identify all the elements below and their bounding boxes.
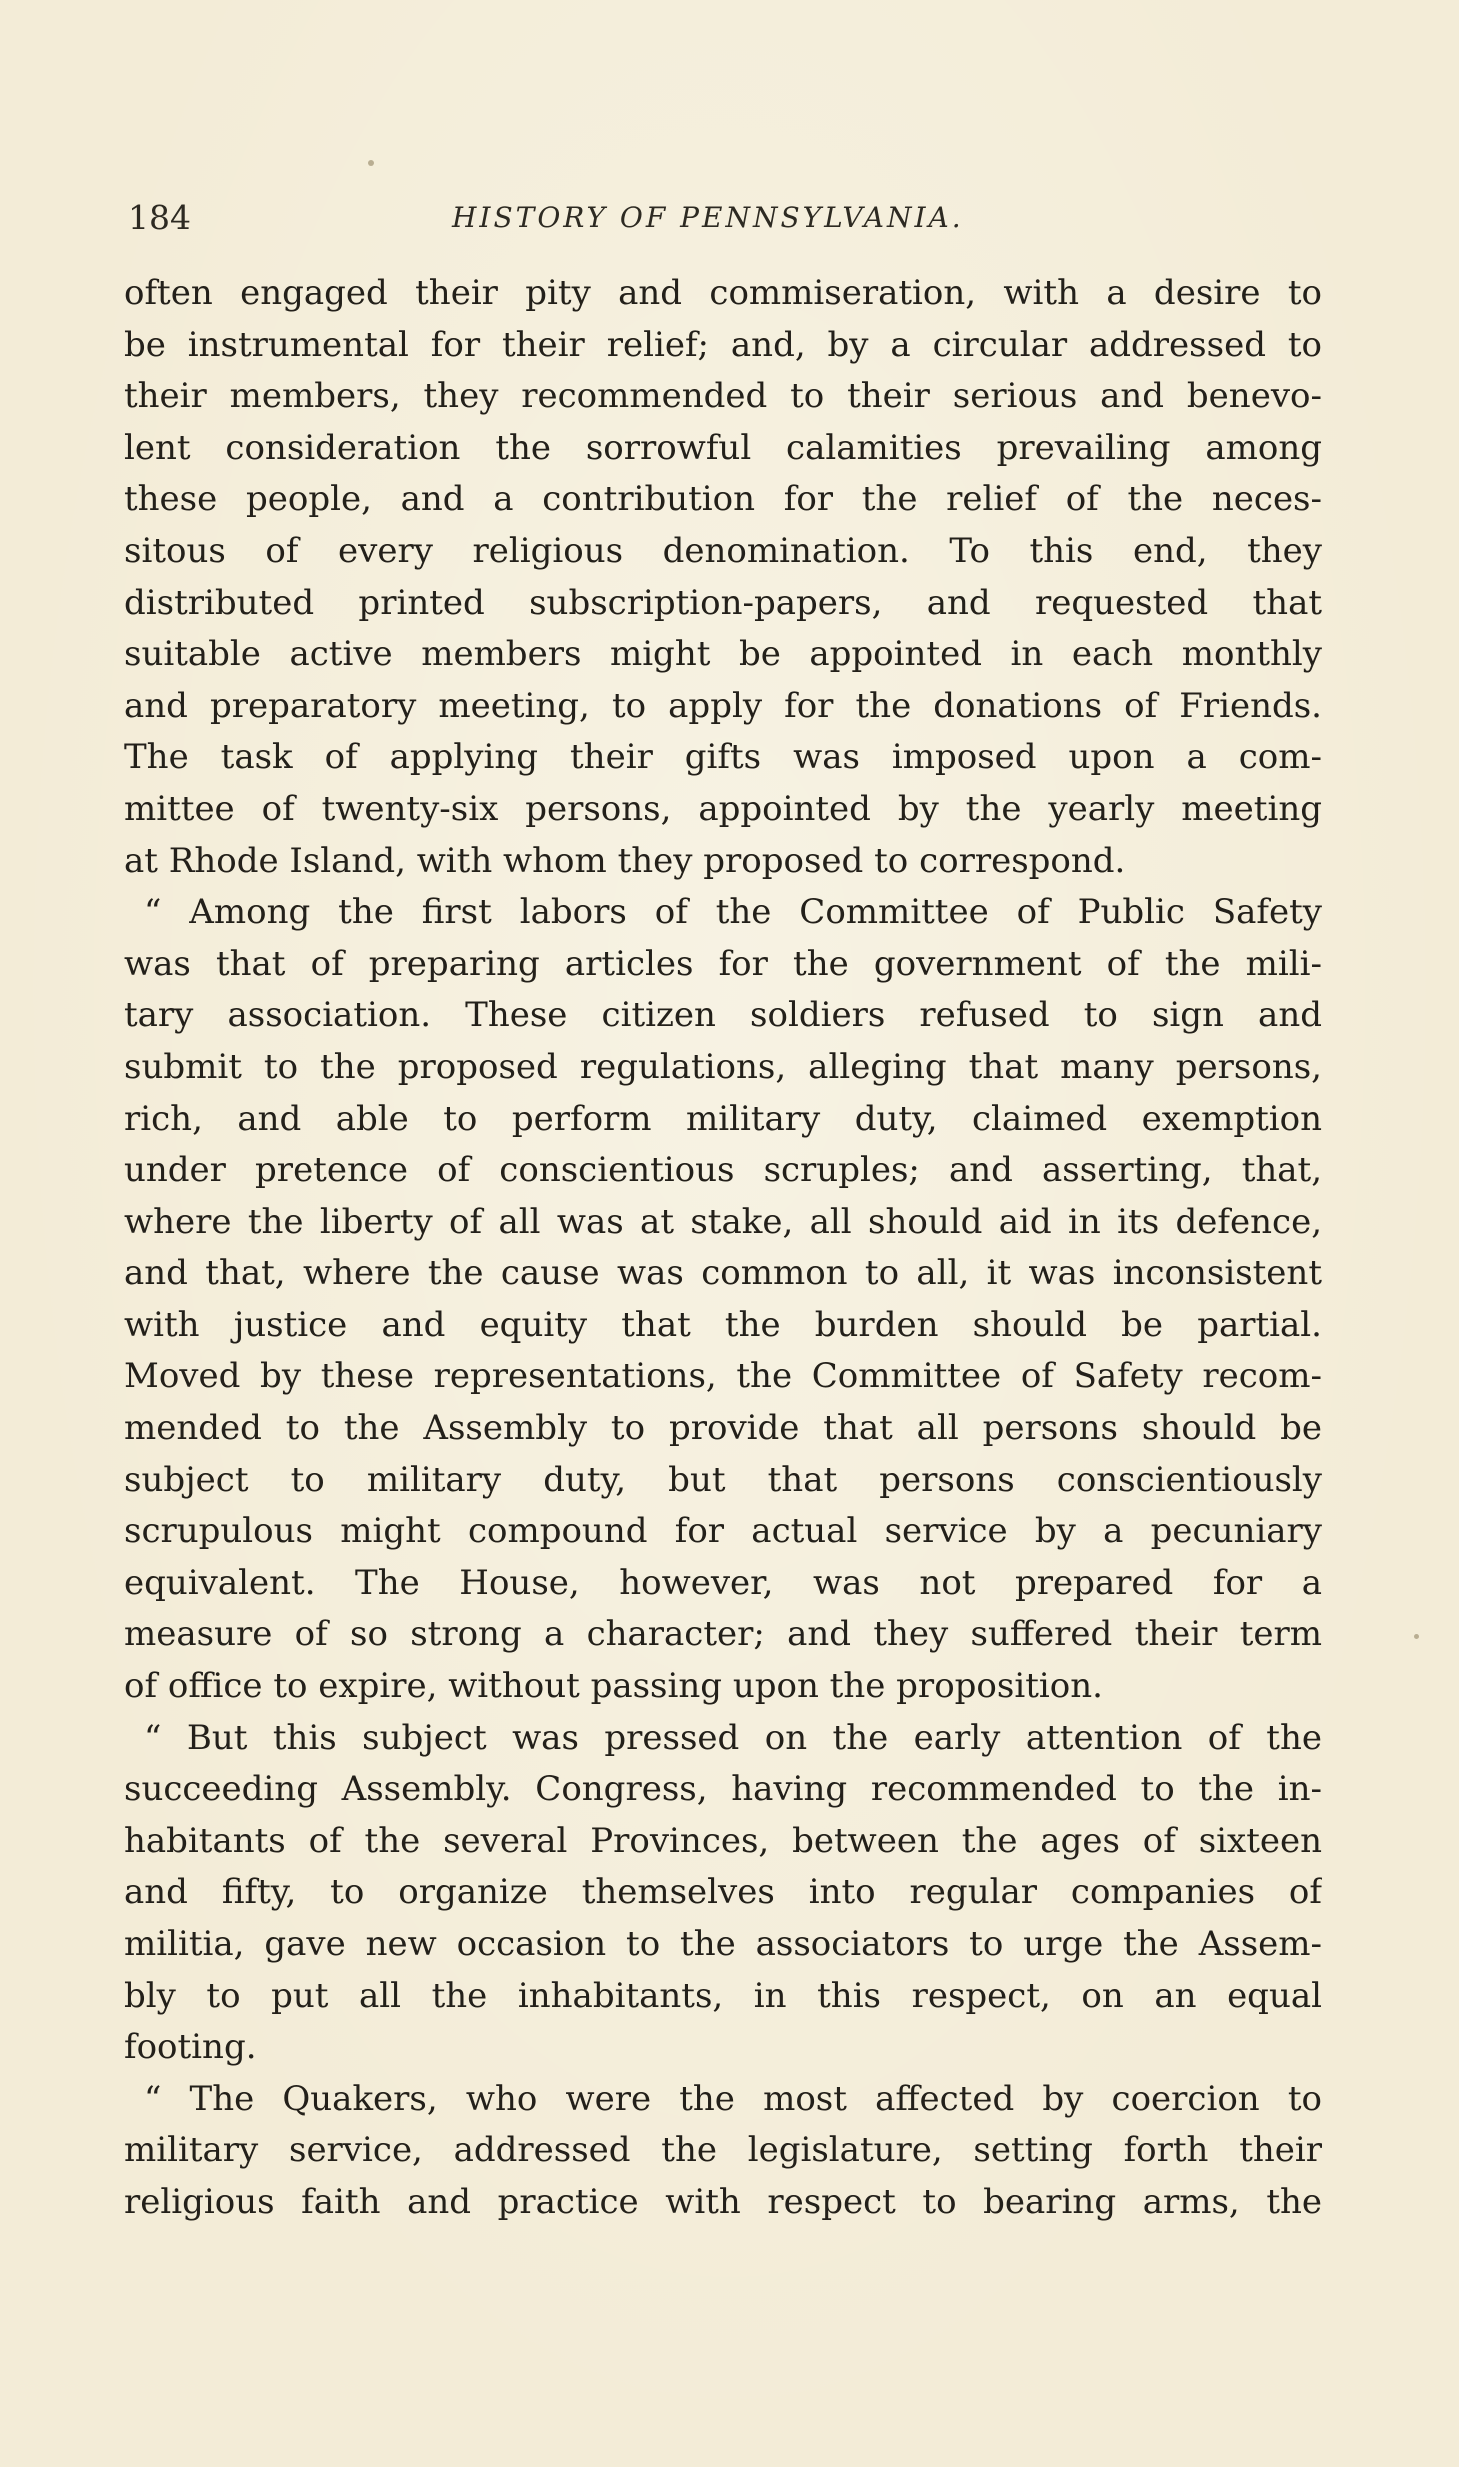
text-line: be instrumental for their relief; and, by a circular addressed to xyxy=(124,324,1322,365)
page-number: 184 xyxy=(128,198,191,237)
body-text xyxy=(124,268,1322,2229)
text-line: mittee of twenty-six persons, appointed by the yearly meeting xyxy=(124,788,1322,829)
text-line: rich, and able to perform military duty, claimed exemption xyxy=(124,1098,1322,1139)
text-line: subject to military duty, but that persons conscientiously xyxy=(124,1459,1322,1500)
text-line: under pretence of conscientious scruples; and asserting, that, xyxy=(124,1150,1322,1191)
text-line: often engaged their pity and commiseration, with a desire to xyxy=(124,273,1322,313)
text-line: scrupulous might compound for actual service by a pecuniary xyxy=(124,1511,1322,1552)
text-line: and fifty, to organize themselves into regular companies of xyxy=(124,1872,1322,1913)
page-header xyxy=(128,196,1328,240)
text-line: and that, where the cause was common to all, it was inconsistent xyxy=(124,1253,1322,1294)
text-line: suitable active members might be appointed in each monthly xyxy=(124,634,1322,675)
text-line: bly to put all the inhabitants, in this respect, on an equal xyxy=(124,1975,1322,2016)
paper-speck xyxy=(1414,1634,1419,1639)
text-line: tary association. These citizen soldiers refused to sign and xyxy=(124,995,1322,1036)
text-line: Moved by these representations, the Committee of Safety recom- xyxy=(124,1356,1322,1397)
text-line: habitants of the several Provinces, between the ages of sixteen xyxy=(124,1820,1322,1861)
text-line: mended to the Assembly to provide that all persons should be xyxy=(124,1408,1322,1449)
text-line: was that of preparing articles for the government of the mili- xyxy=(124,943,1322,984)
text-line: their members, they recommended to their serious and benevo- xyxy=(124,376,1322,417)
text-line: of office to expire, without passing upon the proposition. xyxy=(124,1666,1103,1707)
paper-speck xyxy=(368,160,374,166)
text-line: “ The Quakers, who were the most affected by coercion to xyxy=(144,2078,1322,2119)
text-line: equivalent. The House, however, was not prepared for a xyxy=(124,1562,1322,1603)
text-line: military service, addressed the legislature, setting forth their xyxy=(124,2130,1322,2171)
text-line: distributed printed subscription-papers, and requested that xyxy=(124,582,1322,623)
text-line: militia, gave new occasion to the associators to urge the Assem- xyxy=(124,1924,1322,1964)
text-line: succeeding Assembly. Congress, having recommended to the in- xyxy=(124,1769,1322,1810)
text-line: and preparatory meeting, to apply for the donations of Friends. xyxy=(124,685,1322,726)
text-line: lent consideration the sorrowful calamities prevailing among xyxy=(124,427,1322,468)
text-line: “ Among the first labors of the Committee of Public Safety xyxy=(144,892,1322,933)
text-line: “ But this subject was pressed on the early attention of the xyxy=(144,1717,1322,1758)
text-line: at Rhode Island, with whom they proposed to correspond. xyxy=(124,840,1126,881)
text-line: these people, and a contribution for the relief of the neces- xyxy=(124,479,1322,520)
text-line: where the liberty of all was at stake, all should aid in its defence, xyxy=(124,1201,1322,1242)
text-line: with justice and equity that the burden should be partial. xyxy=(124,1304,1322,1345)
text-line: religious faith and practice with respect to bearing arms, the xyxy=(124,2181,1322,2222)
text-line: sitous of every religious denomination. To this end, they xyxy=(124,530,1322,571)
text-line: submit to the proposed regulations, alleging that many persons, xyxy=(124,1046,1322,1087)
text-line: footing. xyxy=(124,2027,257,2068)
text-line: The task of applying their gifts was imposed upon a com- xyxy=(124,737,1322,778)
text-line: measure of so strong a character; and they suffered their term xyxy=(124,1614,1322,1655)
running-head: HISTORY OF PENNSYLVANIA. xyxy=(452,201,964,234)
